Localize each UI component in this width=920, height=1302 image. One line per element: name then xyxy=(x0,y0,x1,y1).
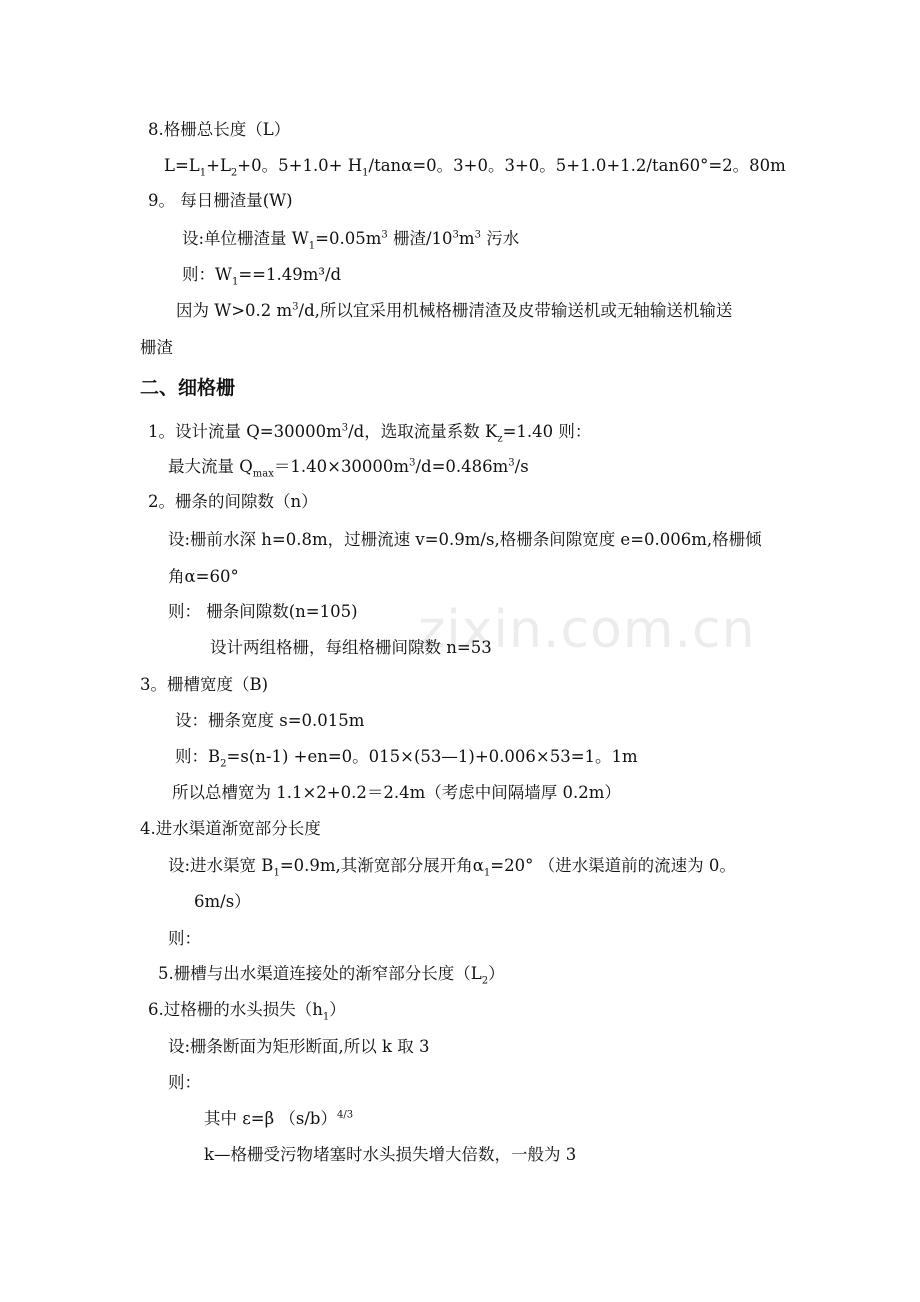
fine2-title: 2。栅条的间隙数（n） xyxy=(148,492,318,511)
fine6-k-definition: k—格栅受污物堵塞时水头损失增大倍数，一般为 3 xyxy=(204,1145,577,1164)
fine6-assume: 设:栅条断面为矩形断面,所以 k 取 3 xyxy=(168,1037,430,1056)
fine2-assume: 设:栅前水深 h=0.8m，过栅流速 v=0.9m/s,格栅条间隙宽度 e=0.006m,格栅倾 xyxy=(168,530,762,549)
fine3-result: 则：$B_2=s(n-1) +en=0$。015×(53—1)+0.006×53=1。1m xyxy=(175,747,638,770)
fine3-total: 所以总槽宽为 1.1×2+0.2＝2.4m（考虑中间隔墙厚 0.2m） xyxy=(172,783,621,802)
fine6-title: 6.过格栅的水头损失$(h_1)$ xyxy=(148,1000,346,1023)
fine6-where: 其中 ε=β $(s/b)^{4/3}$ xyxy=(204,1109,354,1128)
section9-title: 9。 每日栅渣量(W) xyxy=(148,191,293,210)
watermark: zixin.com.cn xyxy=(418,600,756,660)
fine3-title: 3。栅槽宽度（B) xyxy=(140,675,269,694)
fine3-assume: 设：栅条宽度 s=0.015m xyxy=(175,711,365,730)
fine4-assume-cont: 6m/s） xyxy=(194,892,251,911)
fine4-result: 则： xyxy=(168,929,201,948)
section-heading: 二、细格栅 xyxy=(140,377,236,399)
fine1-max-flow: 最大流量 $Q_{max}=1.40\times 30000m^3/d=0.486m^3/s$ xyxy=(168,457,529,480)
fine2-assume-cont: 角α=60° xyxy=(168,567,239,586)
section9-note: 因为 W>0.2 $m^3/d$,所以宜采用机械格栅清渣及皮带输送机或无轴输送机输送 xyxy=(176,301,733,320)
fine6-result: 则： xyxy=(168,1073,201,1092)
section9-assume: 设:单位栅渣量 $W_1=0.05m^3$ 栅渣$/10^3m^3$ 污水 xyxy=(182,229,520,252)
section9-note-cont: 栅渣 xyxy=(140,338,173,357)
fine4-title: 4.进水渠道渐宽部分长度 xyxy=(140,819,321,838)
fine2-result-groups: 设计两组格栅，每组格栅间隙数 n=53 xyxy=(210,638,492,657)
section8-title: 8.格栅总长度（L） xyxy=(148,120,291,139)
fine5-title: 5.栅槽与出水渠道连接处的渐窄部分长度$(L_2)$ xyxy=(158,964,505,987)
section8-formula: $L=L_1+L_2+0$。$5+1.0+ H_1/\tan\alpha=0$。3+0。3+0。5+1.0+1.2/tan60°=2。80m xyxy=(164,156,786,179)
section9-result: 则：$W_1==1.49m^3/d$ xyxy=(182,265,342,288)
fine2-result: 则： 栅条间隙数(n=105) xyxy=(168,602,358,621)
fine4-assume: 设:进水渠宽 $B_1=0.9m$,其渐宽部分展开角$\alpha_1=20^\circ$ （进水渠道前的流速为 0。 xyxy=(168,856,736,879)
fine1-flow: 1。设计流量 $Q=30000m^3/d$，选取流量系数 $K_z=1.40$ 则： xyxy=(148,422,592,445)
